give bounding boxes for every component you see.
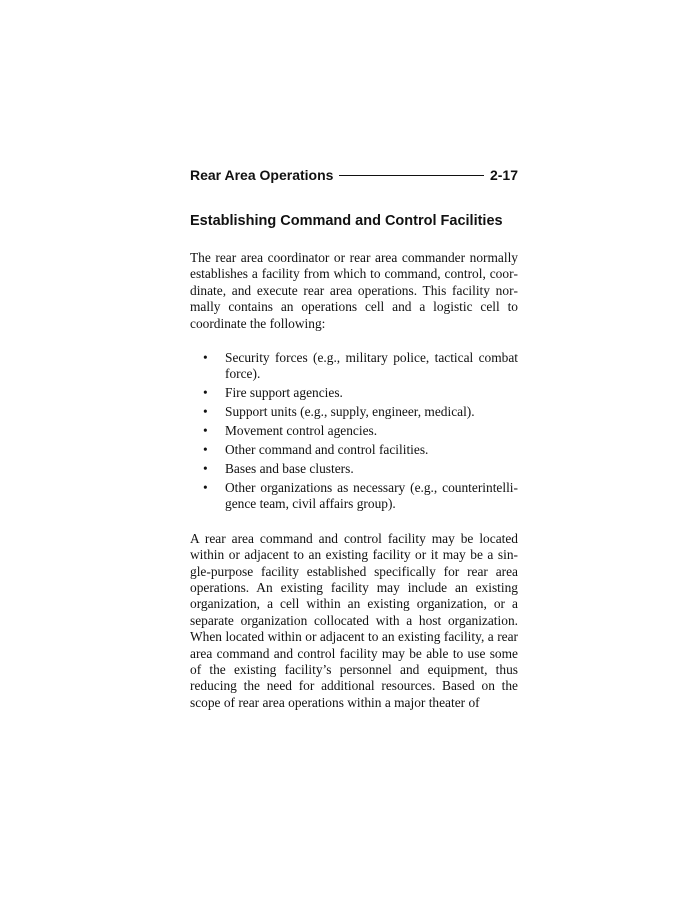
bullet-item (190, 442, 518, 458)
bullet-item (190, 461, 518, 477)
bullet-text: Fire support agencies. (225, 385, 343, 401)
bullet-icon: • (203, 479, 208, 495)
bullet-icon: • (203, 460, 208, 476)
bullet-item (190, 423, 518, 439)
paragraph-body: A rear area command and control facility may be located within or adjacent to an existing facility or it may be a single-purpose facility established specifically for rear area operations. An existing facility may include an existing organization, a cell within an existing organization, or a separate organization collocated with a host organization. When located within or adjacent to an existing facility, a rear area command and control facility may be able to use some of the existing facility’s personnel and equipment, thus reducing the need for additional resources. Based on the scope of rear area operations within a major theater of (190, 530, 518, 710)
page-number: 2-17 (489, 167, 518, 183)
bullet-icon: • (203, 404, 208, 420)
bullet-text: Bases and base clusters. (225, 460, 354, 476)
bullet-icon: • (203, 442, 208, 458)
bullet-text: Security forces (e.g., military police, tactical combat force). (225, 350, 518, 382)
bullet-text: Support units (e.g., supply, engineer, medical). (225, 404, 475, 420)
bullet-text: Other command and control facilities. (225, 442, 429, 458)
running-header (190, 166, 518, 184)
section-heading: Establishing Command and Control Facilities (190, 213, 503, 229)
bullet-item (190, 480, 518, 513)
bullet-icon: • (203, 350, 208, 366)
bullet-item (190, 385, 518, 401)
section-title: Rear Area Operations (190, 167, 334, 183)
bullet-item (190, 350, 518, 383)
bullet-icon: • (203, 423, 208, 439)
bullet-item (190, 404, 518, 420)
header-rule (339, 175, 484, 176)
bullet-text: Other organizations as necessary (e.g., counterintelligence team, civil affairs group). (225, 479, 518, 512)
bullet-icon: • (203, 385, 208, 401)
bullet-list (190, 350, 518, 513)
page-content (190, 166, 518, 725)
paragraph-intro: The rear area coordinator or rear area commander normally establishes a facility from which to command, control, coordinate, and execute rear area operations. This facility normally contains an operations cell and a logistic cell to coordinate the following: (190, 250, 518, 331)
bullet-text: Movement control agencies. (225, 423, 378, 439)
